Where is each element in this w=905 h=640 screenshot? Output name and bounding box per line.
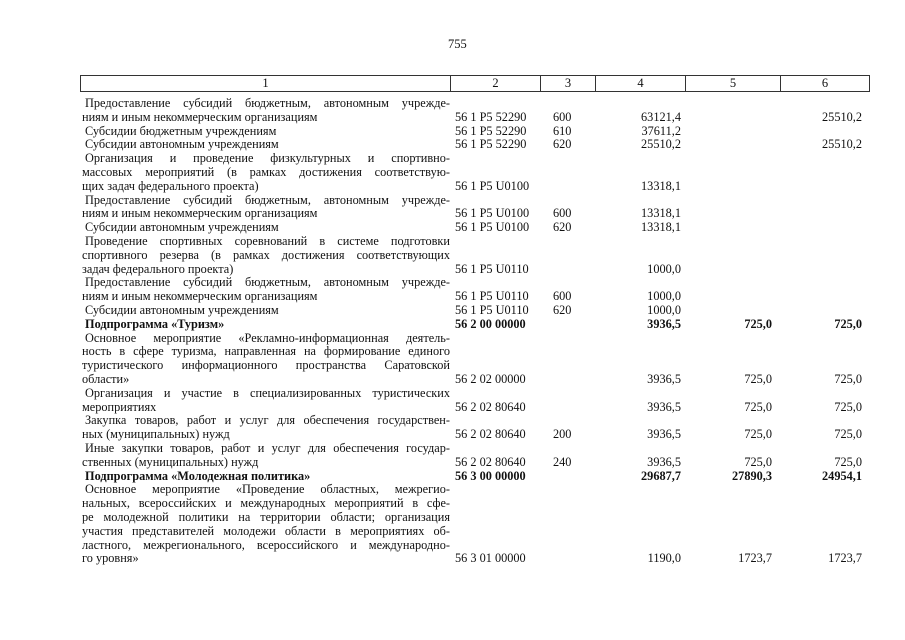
amount-col6: 725,0 bbox=[834, 371, 862, 386]
amount-col5: 27890,3 bbox=[732, 468, 772, 483]
target-code: 56 2 02 00000 bbox=[455, 371, 526, 386]
table-header bbox=[80, 75, 870, 92]
table-row bbox=[80, 470, 870, 484]
table-row bbox=[80, 442, 870, 470]
target-code: 56 1 P5 52290 bbox=[455, 109, 527, 124]
description-line: ность в сфере туризма, направленная на формирование единого bbox=[82, 344, 450, 359]
expense-type: 600 bbox=[553, 109, 572, 124]
expense-type: 200 bbox=[553, 427, 572, 442]
amount-col6: 725,0 bbox=[834, 399, 862, 414]
expense-type: 600 bbox=[553, 289, 572, 304]
row-description bbox=[80, 152, 450, 193]
expense-type: 240 bbox=[553, 454, 572, 469]
table-row bbox=[80, 276, 870, 304]
description-line: Субсидии автономным учреждениям bbox=[85, 302, 279, 317]
amount-col4: 13318,1 bbox=[641, 178, 681, 193]
row-description bbox=[80, 387, 450, 415]
page-number: 755 bbox=[448, 37, 467, 51]
table-row bbox=[80, 152, 870, 193]
description-line: го уровня» bbox=[82, 551, 139, 566]
amount-col4: 13318,1 bbox=[641, 206, 681, 221]
amount-col6: 725,0 bbox=[834, 316, 862, 331]
row-description bbox=[80, 442, 450, 470]
table-row bbox=[80, 332, 870, 387]
row-description bbox=[80, 470, 450, 484]
table-row bbox=[80, 97, 870, 125]
target-code: 56 2 02 80640 bbox=[455, 399, 526, 414]
column-header-6: 6 bbox=[821, 76, 829, 90]
description-line: ниям и иным некоммерческим организациям bbox=[82, 109, 318, 124]
amount-col4: 3936,5 bbox=[647, 427, 681, 442]
amount-col4: 63121,4 bbox=[641, 109, 681, 124]
amount-col4: 37611,2 bbox=[641, 123, 681, 138]
description-line: Основное мероприятие «Рекламно-информационная деятель- bbox=[85, 330, 450, 345]
expense-type: 620 bbox=[553, 220, 572, 235]
column-header-5: 5 bbox=[686, 76, 781, 91]
amount-col4: 1000,0 bbox=[647, 261, 681, 276]
expense-type: 620 bbox=[553, 302, 572, 317]
target-code: 56 1 P5 U0100 bbox=[455, 206, 530, 221]
table-row bbox=[80, 414, 870, 442]
target-code: 56 2 02 80640 bbox=[455, 427, 526, 442]
description-line: Проведение спортивных соревнований в системе подготовки bbox=[85, 233, 450, 248]
description-line: ниям и иным некоммерческим организациям bbox=[82, 289, 318, 304]
amount-col5: 725,0 bbox=[744, 316, 772, 331]
description-line: Предоставление субсидий бюджетным, автономным учрежде- bbox=[85, 96, 450, 110]
description-line: Предоставление субсидий бюджетным, автономным учрежде- bbox=[85, 275, 450, 290]
row-description bbox=[80, 483, 450, 566]
table-row bbox=[80, 304, 870, 318]
row-description bbox=[80, 194, 450, 222]
amount-col6: 725,0 bbox=[834, 427, 862, 442]
amount-col4: 13318,1 bbox=[641, 220, 681, 235]
amount-col6: 25510,2 bbox=[822, 137, 862, 152]
column-header-1: 1 bbox=[81, 76, 451, 91]
row-description bbox=[80, 332, 450, 387]
amount-col4: 1000,0 bbox=[647, 302, 681, 317]
target-code: 56 1 P5 U0100 bbox=[455, 220, 530, 235]
amount-col4: 3936,5 bbox=[647, 399, 681, 414]
amount-col6: 725,0 bbox=[834, 454, 862, 469]
row-description bbox=[80, 276, 450, 304]
amount-col5: 725,0 bbox=[744, 454, 772, 469]
column-header-3: 3 bbox=[541, 76, 596, 91]
amount-col4: 25510,2 bbox=[641, 137, 681, 152]
description-line: Основное мероприятие «Проведение областных, межрегио- bbox=[85, 482, 450, 497]
description-line: спортивного резерва (в рамках достижения соответствующих bbox=[82, 247, 450, 262]
description-line: ре молодежной политики на территории области; организация bbox=[82, 509, 450, 524]
amount-col4: 1190,0 bbox=[647, 551, 681, 566]
expense-type: 600 bbox=[553, 206, 572, 221]
amount-col4: 29687,7 bbox=[641, 468, 681, 483]
row-description bbox=[80, 221, 450, 235]
description-line: задач федерального проекта) bbox=[82, 261, 234, 276]
description-line: щих задач федерального проекта) bbox=[82, 178, 259, 193]
amount-col5: 725,0 bbox=[744, 399, 772, 414]
description-line: области» bbox=[82, 371, 130, 386]
target-code: 56 1 P5 U0100 bbox=[455, 178, 530, 193]
row-description bbox=[80, 235, 450, 276]
row-description bbox=[80, 304, 450, 318]
amount-col5: 725,0 bbox=[744, 427, 772, 442]
row-description bbox=[80, 414, 450, 442]
description-line: мероприятиях bbox=[82, 399, 157, 414]
description-line: ниям и иным некоммерческим организациям bbox=[82, 206, 318, 221]
description-line: Субсидии автономным учреждениям bbox=[85, 220, 279, 235]
column-header-2: 2 bbox=[451, 76, 541, 91]
table-row bbox=[80, 221, 870, 235]
amount-col4: 3936,5 bbox=[647, 454, 681, 469]
description-line: участия представителей молодежи области в мероприятиях об- bbox=[82, 523, 450, 538]
row-description bbox=[80, 318, 450, 332]
amount-col5: 725,0 bbox=[744, 371, 772, 386]
target-code: 56 3 00 00000 bbox=[455, 468, 526, 483]
expense-type: 610 bbox=[553, 123, 572, 138]
expense-type: 620 bbox=[553, 137, 572, 152]
description-line: туристического информационного пространства Саратовской bbox=[82, 358, 450, 373]
target-code: 56 3 01 00000 bbox=[455, 551, 526, 566]
description-line: Организация и участие в специализированных туристических bbox=[85, 385, 450, 400]
amount-col6: 24954,1 bbox=[822, 468, 862, 483]
target-code: 56 2 02 80640 bbox=[455, 454, 526, 469]
description-line: Предоставление субсидий бюджетным, автономным учрежде- bbox=[85, 192, 450, 207]
row-description bbox=[80, 138, 450, 152]
target-code: 56 2 00 00000 bbox=[455, 316, 526, 331]
amount-col6: 25510,2 bbox=[822, 109, 862, 124]
description-line: Подпрограмма «Молодежная политика» bbox=[85, 468, 311, 483]
row-description bbox=[80, 125, 450, 139]
target-code: 56 1 P5 U0110 bbox=[455, 261, 529, 276]
table-row bbox=[80, 235, 870, 276]
table-row bbox=[80, 138, 870, 152]
amount-col6: 1723,7 bbox=[828, 551, 862, 566]
description-line: Закупка товаров, работ и услуг для обеспечения государствен- bbox=[85, 413, 450, 428]
row-description bbox=[80, 97, 450, 125]
description-line: ластного, межрегионального, всероссийского и международно- bbox=[82, 537, 450, 552]
description-line: Подпрограмма «Туризм» bbox=[85, 316, 225, 331]
description-line: массовых мероприятий (в рамках достижения соответствую- bbox=[82, 164, 450, 179]
table-row bbox=[80, 318, 870, 332]
amount-col4: 1000,0 bbox=[647, 289, 681, 304]
table-row bbox=[80, 194, 870, 222]
description-line: Организация и проведение физкультурных и спортивно- bbox=[85, 151, 450, 166]
table-body bbox=[80, 97, 870, 566]
table-row bbox=[80, 125, 870, 139]
description-line: ных (муниципальных) нужд bbox=[82, 427, 230, 442]
description-line: Субсидии бюджетным учреждениям bbox=[85, 123, 277, 138]
table-row bbox=[80, 483, 870, 566]
table-row bbox=[80, 387, 870, 415]
description-line: Субсидии автономным учреждениям bbox=[85, 137, 279, 152]
target-code: 56 1 P5 U0110 bbox=[455, 289, 529, 304]
description-line: Иные закупки товаров, работ и услуг для обеспечения государ- bbox=[85, 440, 450, 455]
amount-col5: 1723,7 bbox=[738, 551, 772, 566]
column-header-4: 4 bbox=[596, 76, 686, 91]
amount-col4: 3936,5 bbox=[647, 371, 681, 386]
target-code: 56 1 P5 U0110 bbox=[455, 302, 529, 317]
description-line: ственных (муниципальных) нужд bbox=[82, 454, 259, 469]
description-line: нальных, всероссийских и международных мероприятий в сфе- bbox=[82, 496, 450, 511]
amount-col4: 3936,5 bbox=[647, 316, 681, 331]
target-code: 56 1 P5 52290 bbox=[455, 137, 527, 152]
target-code: 56 1 P5 52290 bbox=[455, 123, 527, 138]
